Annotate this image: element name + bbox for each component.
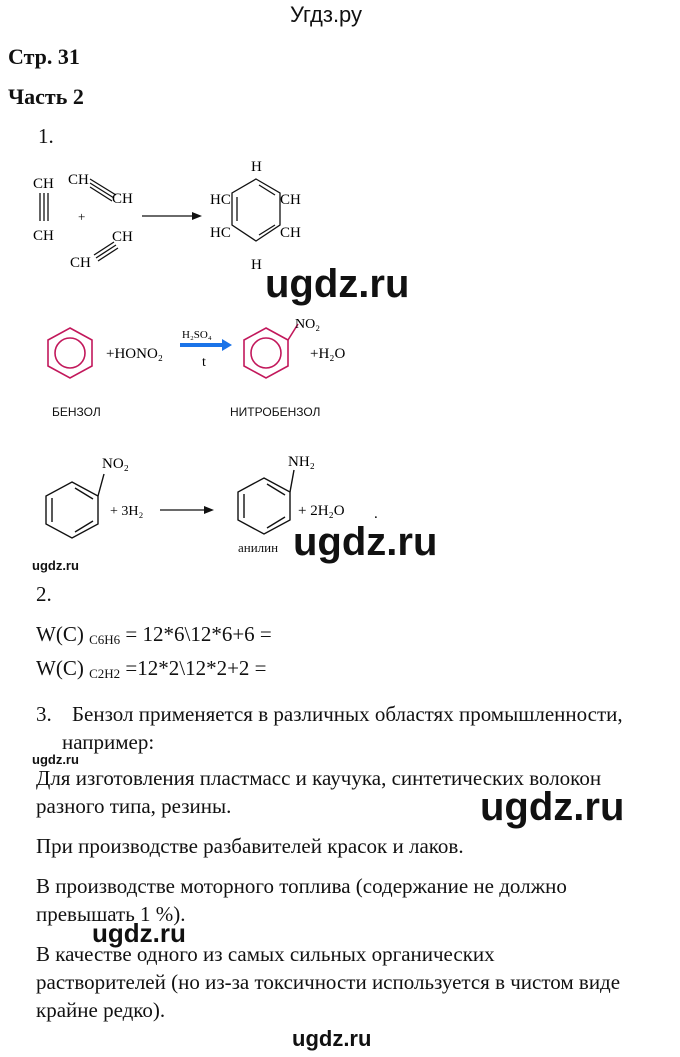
footer-watermark: ugdz.ru	[292, 1026, 372, 1051]
task3-p3-line-1: В производстве моторного топлива (содержание не должно	[36, 874, 567, 898]
trimer-ch-top-right: CH	[112, 191, 133, 207]
trimer-hc-upper: HC	[210, 192, 231, 208]
task2-line-2	[36, 656, 267, 682]
site-title: Угдз.ру	[290, 2, 363, 27]
task2-line-1-sub: C6H6	[89, 632, 121, 647]
task3-p4-line-3: крайне редко).	[36, 998, 166, 1022]
watermark-mid: ugdz.ru	[92, 918, 186, 948]
watermark-big-1: ugdz.ru	[265, 262, 410, 306]
label-aniline: анилин	[238, 540, 279, 555]
task3-number: 3.	[36, 702, 52, 726]
acetylene-trimerization-scheme	[30, 155, 320, 275]
watermark-small-2: ugdz.ru	[32, 752, 79, 767]
reduction-group-right: NH₂	[288, 454, 315, 470]
reduction-reagent: + 3H₂	[110, 504, 144, 519]
task3-p1-line-1: Для изготовления пластмасс и каучука, синтетических волокон	[36, 766, 602, 790]
task3-intro-line-1: Бензол применяется в различных областях промышленности,	[72, 702, 623, 726]
trimer-plus: +	[78, 209, 86, 224]
watermark-big-3: ugdz.ru	[480, 785, 625, 829]
task2-line-1-expr: = 12*6\12*6+6 =	[125, 622, 272, 646]
task3-p3-line-2: превышать 1 %).	[36, 902, 186, 926]
watermark-small-1: ugdz.ru	[32, 558, 79, 573]
trimer-h-top: H	[251, 159, 262, 175]
trimer-ch-right-upper: CH	[280, 192, 301, 208]
trimer-ch-left-top: CH	[33, 176, 54, 192]
task3-p2: При производстве разбавителей красок и лаков.	[36, 834, 464, 858]
task2-line-1-prefix: W(C)	[36, 622, 84, 646]
task1-number: 1.	[38, 124, 54, 148]
reduction-water: + 2H₂O	[298, 503, 345, 519]
task2-line-1	[36, 622, 272, 648]
watermark-big-2: ugdz.ru	[293, 520, 438, 564]
task2-number: 2.	[36, 582, 52, 606]
label-nitrobenzene: НИТРОБЕНЗОЛ	[230, 405, 321, 419]
task2-line-2-expr: =12*2\12*2+2 =	[125, 656, 267, 680]
task2-line-2-prefix: W(C)	[36, 656, 84, 680]
trimer-h-bottom: H	[251, 257, 262, 273]
nitration-condition: t	[202, 355, 206, 370]
nitration-catalyst: H₂SO₄	[182, 329, 212, 341]
trimer-ch-bottom-right: CH	[112, 229, 133, 245]
nitration-water: +H₂O	[310, 346, 346, 362]
label-benzene: БЕНЗОЛ	[52, 405, 101, 419]
trimer-ch-bottom-left: CH	[70, 255, 91, 271]
nitration-scheme	[40, 310, 380, 390]
task3-p1-line-2: разного типа, резины.	[36, 794, 232, 818]
page-label: Стр. 31	[8, 44, 80, 69]
nitration-group: NO₂	[295, 317, 321, 332]
part-label: Часть 2	[8, 84, 84, 109]
reduction-group-left: NO₂	[102, 456, 129, 472]
trimer-hc-lower: HC	[210, 225, 231, 241]
trimer-ch-top: CH	[68, 172, 89, 188]
trimer-ch-left-bottom: CH	[33, 228, 54, 244]
task2-line-2-sub: C2H2	[89, 666, 121, 681]
task3-p4-line-2: растворителей (но из-за токсичности используется в чистом виде	[36, 970, 621, 994]
task3-p4-line-1: В качестве одного из самых сильных органических	[36, 942, 495, 966]
reduction-dot: .	[374, 506, 378, 522]
nitration-reagent: +HONO₂	[106, 346, 164, 362]
task3-intro-line-2: например:	[62, 730, 155, 754]
trimer-ch-right-lower: CH	[280, 225, 301, 241]
